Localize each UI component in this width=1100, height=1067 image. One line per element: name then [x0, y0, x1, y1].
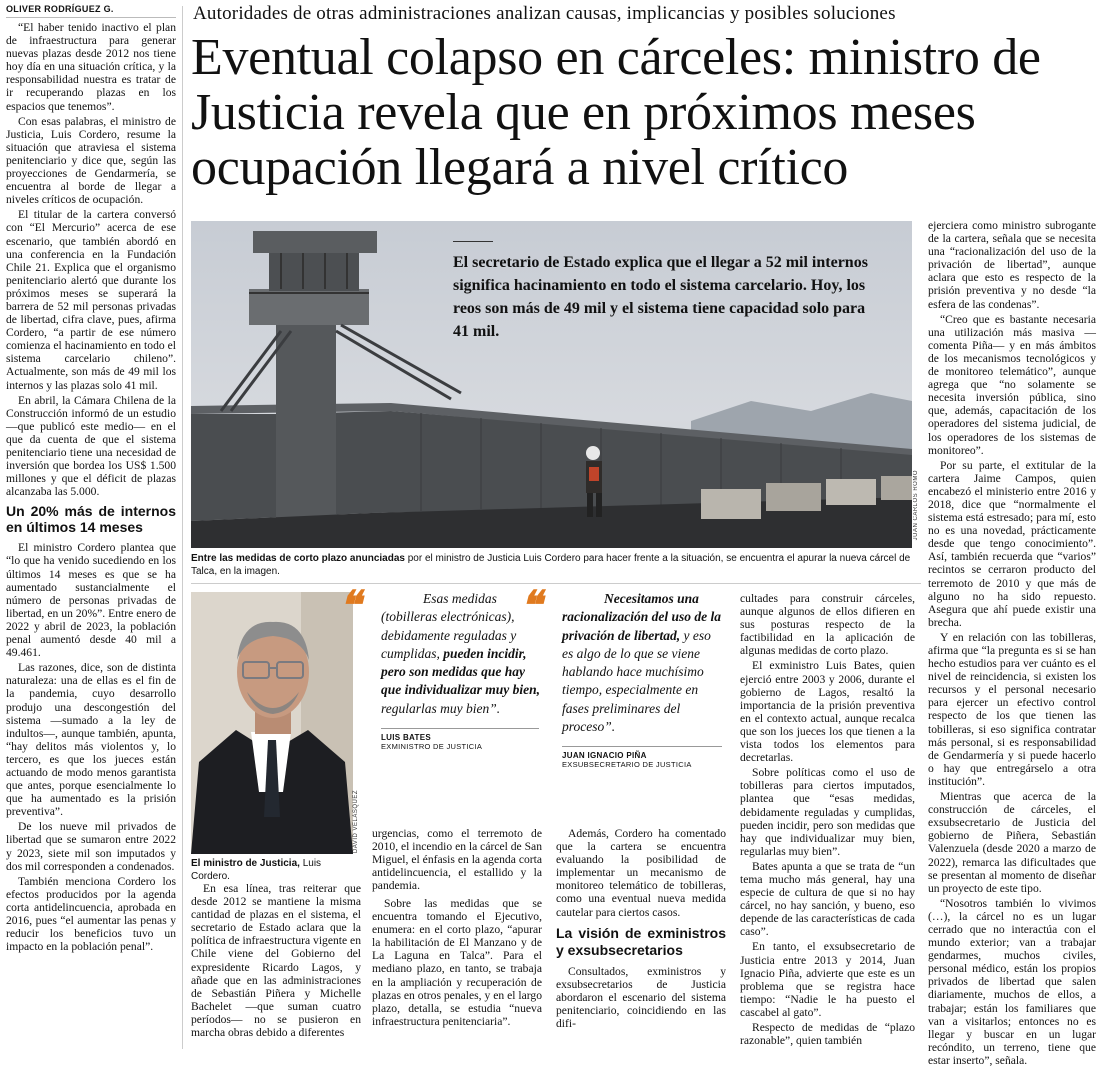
- quote1-bold: pueden incidir, pero son medidas que hay que individualizar muy bien,: [381, 645, 541, 698]
- col-b-paragraph: urgencias, como el terremoto de 2010, el incendio en la cárcel de San Miguel, el énfasis en la agenda corta antidelincuencia, el estallido y la pandemia.: [372, 827, 542, 893]
- tower-shaft: [276, 321, 336, 531]
- caption-text: por el ministro de Justicia Luis Cordero para hacer frente a la situación, se encuentra el apurar la nueva cárcel de Talca, en la imagen.: [191, 553, 911, 577]
- quote-text: [520, 584, 725, 736]
- right-column: [928, 219, 1096, 1067]
- right-paragraph: Por su parte, el extitular de la cartera Jaime Campos, quien encabezó el ministerio entre 2016 y 2018, dice que “normalmente el sistema está estresado; para mí, esto no es una novedad, prácticamente desde que tengo conocimiento”. Así, también recuerda que “varios” recintos se cerraron producto del terremoto de 2010 y que más de alguno no ha sido repuesto. Asegura que ahí puede existir una brecha.: [928, 458, 1096, 629]
- portrait-caption: [191, 857, 361, 883]
- right-paragraph: ejerciera como ministro subrogante de la cartera, señala que se necesita una “racionalización del uso de la privación de libertad”, aunque aclara que esto es respecto de la prisión preventiva y no desde “la esfera de las condenas”.: [928, 219, 1096, 311]
- photo-dek: El secretario de Estado explica que el llegar a 52 mil internos significa hacinamiento en todo el sistema carcelario. Hoy, los reos son más de 49 mil y el sistema tiene capacidad solo para 41 mil.: [453, 254, 868, 340]
- right-paragraph: Y en relación con las tobilleras, afirma que “la pregunta es si se han hecho estudios para ver cuánto es el nivel de reincidencia, si existen los recursos y el personal necesario para ejercer un efectivo control respecto de los que tienen las tobilleras, si eso significa contratar más personal, si es responsabilidad de Gendarmería y si puede hacerlo o hay que entregárselo a otra institución”.: [928, 630, 1096, 788]
- headline: Eventual colapso en cárceles: ministro de Justicia revela que en próximos meses ocupación llegará a nivel crítico: [191, 29, 1041, 196]
- caption-rule: [191, 583, 921, 584]
- left-subhead: Un 20% más de internos en últimos 14 meses: [6, 503, 176, 536]
- left-paragraph: El titular de la cartera conversó con “El Mercurio” acerca de ese escenario, que también abordó en una conferencia en la Fundación Chile 21. Explica que el organismo penitenciario alertó que durante los próximos meses se superará la barrera de 52 mil personas privadas de libertad, cifra clave, pues, afirma Cordero, “a partir de ese número comienza el hacinamiento en todo el sistema carcelario chileno”. Actualmente, son más de 49 mil los internos y las plazas solo 41 mil.: [6, 208, 176, 392]
- col-d-subhead: La visión de exministros y exsubsecretarios: [556, 924, 726, 958]
- col-d-paragraph: Consultados, exministros y exsubsecretarios de Justicia abordaron el escenario del sistema penitenciario, coincidiendo en las difi-: [556, 964, 726, 1031]
- quote-mark-icon: ❝: [339, 584, 361, 628]
- byline-rule: [6, 17, 176, 18]
- byline: OLIVER RODRÍGUEZ G.: [6, 4, 114, 14]
- right-paragraph: “Nosotros también lo vivimos (…), la cárcel no es un lugar cerrado que no interactúa con el mundo exterior; van a trabajar gendarmes, muchos civiles, personal médico, están los propios privados de libertad que salen diariamente, muchos de ellos, a trabajar; están los familiares que van a visitarlos; entonces no es llegar y buscar en un lugar recóndito, un terreno, tiene que estar inserto”, señala.: [928, 896, 1096, 1067]
- pull-quote-pina: [520, 584, 725, 770]
- kicker: Autoridades de otras administraciones analizan causas, implicancias y posibles soluciones: [193, 3, 896, 24]
- left-column: [6, 21, 176, 1051]
- left-paragraph: El ministro Cordero plantea que “lo que ha venido sucediendo en los últimos 14 meses es que se ha aumentado sustancialmente el número de personas privadas de libertad, en un 20%”. Entre enero de 2022 y abril de 2023, la población penal aumentó desde 40 mil a 49.461.: [6, 541, 176, 660]
- quote1-pre: Esas medidas (tobilleras electrónicas), debidamente reguladas y cumplidas,: [381, 591, 517, 661]
- quote1-role: EXMINISTRO DE JUSTICIA: [381, 742, 483, 752]
- col-d-paragraph: Además, Cordero ha comentado que la cartera se encuentra evaluando la posibilidad de implementar un mecanismo de monitoreo telemático de tobilleras, como una eventual nueva medida cautelar para ciertos casos.: [556, 827, 726, 919]
- col-e-paragraph: En tanto, el exsubsecretario de Justicia entre 2013 y 2014, Juan Ignacio Piña, advierte que este es un problema que se registra hace tiempo: “Nadie le ha puesto el cascabel al gato”.: [740, 940, 915, 1019]
- quote2-rule: [562, 746, 722, 747]
- portrait-credit: DAVID VELÁSQUEZ: [353, 790, 359, 854]
- portrait-caption-text: Luis Cordero.: [191, 858, 322, 882]
- quote2-bold: Necesitamos una racionalización del uso de la privación de libertad,: [562, 591, 722, 643]
- quote1-name: LUIS BATES: [381, 733, 431, 743]
- left-paragraph: También menciona Cordero los efectos producidos por la agenda corta antidelincuencia, aprobada en 2016, pues “el aumentar las penas y reducir los beneficios tuvo un impacto en la población penal”.: [6, 874, 176, 954]
- dek-rule: [453, 241, 493, 242]
- photo-credit: JUAN CARLOS ROMO: [913, 470, 919, 541]
- column-divider: [182, 6, 183, 1049]
- column-b-lower: [191, 882, 361, 1050]
- col-e-paragraph: cultades para construir cárceles, aunque algunos de ellos difieren en sus posturas respecto de la factibilidad en la aplicación de algunas medidas de corto plazo.: [740, 592, 915, 658]
- quote1-rule: [381, 728, 539, 729]
- minister-portrait: [191, 592, 353, 854]
- col-e-paragraph: El exministro Luis Bates, quien ejerció entre 2003 y 2006, durante el gobierno de Lagos, resaltó la importancia de la prisión preventiva en el contexto actual, aunque recalca que son los jueces los que tienen a la vista todos los elementos para decretarlas.: [740, 659, 915, 765]
- right-paragraph: Mientras que acerca de la construcción de cárceles, el exsubsecretario de Justicia del gobierno de Piñera, Sebastián Valenzuela (desde 2020 a marzo de 2022), remarca las dificultades que se presentan al momento de diseñar un proyecto de este tipo.: [928, 790, 1096, 895]
- main-photo: [191, 221, 912, 548]
- caption-bold: Entre las medidas de corto plazo anunciadas: [191, 553, 405, 564]
- portrait-caption-bold: El ministro de Justicia,: [191, 858, 300, 869]
- col-b-paragraph: En esa línea, tras reiterar que desde 2012 se mantiene la misma cantidad de plazas en el sistema, el secretario de Estado aclara que la política de infraestructura vigente en Chile viene del Gobierno del expresidente Ricardo Lagos, y añade que en las administraciones de Sebastián Piñera y Michelle Bachelet —que suman cuatro períodos— no se pusieron en marcha obras debido a diferentes: [191, 882, 361, 1040]
- left-paragraph: De los nueve mil privados de libertad que se sumaron entre 2022 y 2023, siete mil son imputados y dos mil corresponden a condenados.: [6, 820, 176, 873]
- column-e: [740, 592, 915, 1050]
- right-paragraph: “Creo que es bastante necesaria una utilización más masiva —comenta Piña— y en más ámbitos de los mecanismos tecnológicos y de monitoreo telemático”, aunque agrega que “no solamente se necesita inversión pública, sino que, además, capacitación de los operadores del sistema judicial, de los operadores de los sistemas de monitoreo”.: [928, 312, 1096, 457]
- quote2-role: EXSUBSECRETARIO DE JUSTICIA: [562, 760, 692, 770]
- col-e-paragraph: Respecto de medidas de “plazo razonable”, quien también: [740, 1021, 915, 1048]
- left-paragraph: Las razones, dice, son de distinta naturaleza: una de ellas es el fin de la pandemia, cuyo desarrollo produjo una descongestión del sistema —sumado a la ley de indultos—, aunque también, apunta, “hay delitos más violentos y, lo tercero, es que los jueces están actuando de modo menos garantista que antes, porque esencialmente lo que ha aumentado es la prisión preventiva”.: [6, 661, 176, 819]
- left-paragraph: Con esas palabras, el ministro de Justicia, Luis Cordero, resume la situación que atraviesa el sistema penitenciario y dice que, según las proyecciones de Gendarmería, se encuentra al borde de llegar a niveles críticos de ocupación.: [6, 114, 176, 207]
- quote2-post: y eso es algo de lo que se viene hablando hace muchísimo tiempo, especialmente en fases preliminares del proceso”.: [562, 627, 711, 735]
- left-paragraph: En abril, la Cámara Chilena de la Construcción informó de un estudio —que publicó este medio— en el que da cuenta de que el sistema penitenciario tiene una necesidad de inversión que bordea los US$ 1.500 millones y que el déficit de plazas alcanzaba las 5.000.: [6, 393, 176, 499]
- portrait-photo: [191, 592, 353, 854]
- quote-text: [339, 584, 542, 718]
- column-d: [556, 827, 726, 1049]
- quote1-post: regularlas muy bien”.: [381, 700, 501, 716]
- col-e-paragraph: Sobre políticas como el uso de tobilleras para ciertos imputados, plantea que “esas medidas, debidamente reguladas y cumplidas, pueden incidir, pero son medidas que hay que individualizar muy bien, regularlas muy bien”.: [740, 766, 915, 858]
- column-c: [372, 897, 542, 1050]
- quote-mark-icon: ❝: [520, 584, 542, 628]
- tower-cabin: [269, 251, 359, 291]
- tower-platform: [249, 289, 369, 325]
- pull-quote-bates: [339, 584, 542, 752]
- col-e-paragraph: Bates apunta a que se trata de “un tema mucho más general, hay una especie de cultura de que si no hay cárcel, no hay sanción, y bueno, eso depende de las características de cada caso”.: [740, 859, 915, 939]
- quote2-name: JUAN IGNACIO PIÑA: [562, 751, 647, 761]
- left-paragraph: “El haber tenido inactivo el plan de infraestructura para generar nuevas plazas desde 2012 nos tiene hoy día en una situación crítica, y la responsabilidad nuestra es tratar de ir recuperando plazas en los espacios que tenemos”.: [6, 21, 176, 113]
- col-c-paragraph: Sobre las medidas que se encuentra tomando el Ejecutivo, enumera: en el corto plazo, “apurar la habilitación de El Manzano y de La Laguna en Talca”. Para el mediano plazo, en tanto, se trabaja en la ampliación y recuperación de plazas en otros penales, y en el largo plazo, detalla, se estudia “nueva infraestructura penitenciaria”.: [372, 897, 542, 1028]
- tower-roof: [253, 231, 377, 253]
- main-caption: [191, 552, 921, 578]
